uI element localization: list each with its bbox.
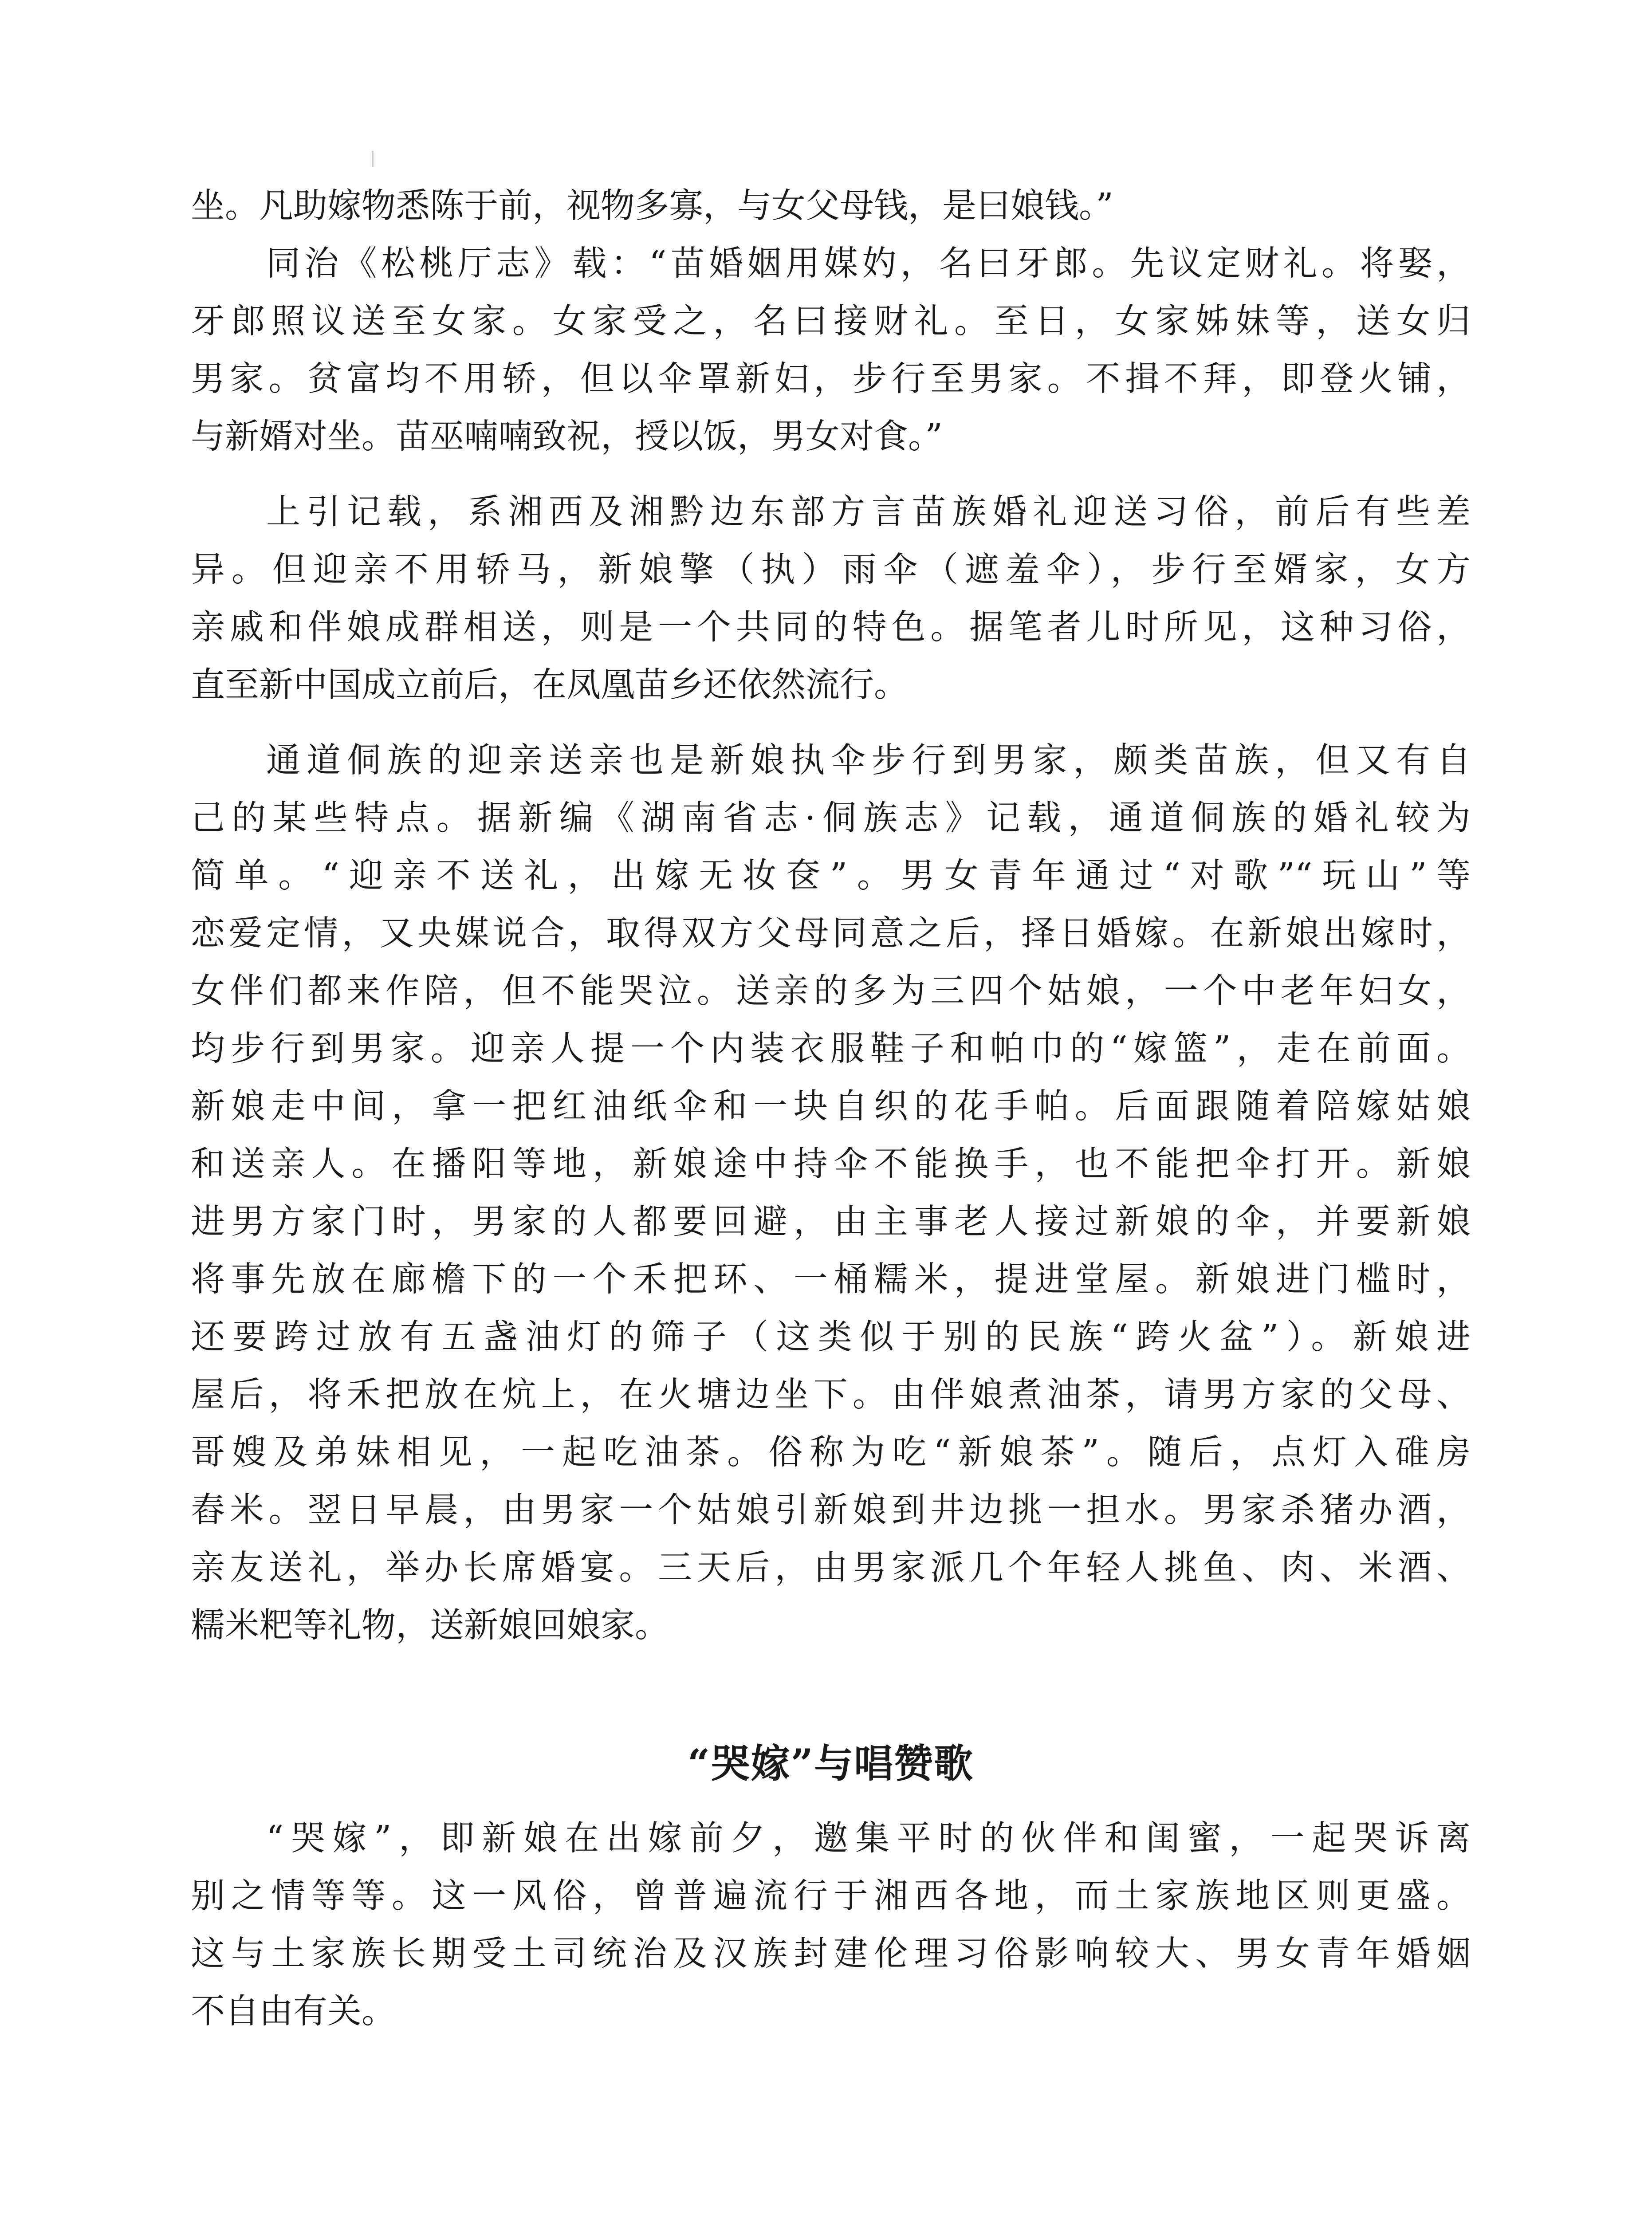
text-line: 女伴们都来作陪，但不能哭泣。送亲的多为三四个姑娘，一个中老年妇女， (191, 971, 1471, 1011)
text-line: 直至新中国成立前后，在凤凰苗乡还依然流行。 (191, 665, 908, 705)
text-line: 简单。“迎亲不送礼，出嫁无妆奁”。男女青年通过“对歌”“玩山”等 (191, 856, 1471, 896)
text-line: 均步行到男家。迎亲人提一个内装衣服鞋子和帕巾的“嫁篮”，走在前面。 (191, 1029, 1471, 1069)
section-heading: “哭嫁”与唱赞歌 (687, 1740, 974, 1786)
paragraph (191, 484, 1471, 714)
text-line: 新娘走中间，拿一把红油纸伞和一块自织的花手帕。后面跟随着陪嫁姑娘 (191, 1087, 1471, 1126)
text-line: 牙郎照议送至女家。女家受之，名曰接财礼。至日，女家姊妹等，送女归 (191, 302, 1471, 341)
paragraph (191, 732, 1471, 1655)
text-line: 还要跨过放有五盏油灯的筛子（这类似于别的民族“跨火盆”）。新娘进 (191, 1317, 1471, 1357)
text-line: 己的某些特点。据新编《湖南省志·侗族志》记载，通道侗族的婚礼较为 (191, 798, 1471, 838)
text-line: 亲友送礼，举办长席婚宴。三天后，由男家派几个年轻人挑鱼、肉、米酒、 (191, 1548, 1471, 1588)
body-text (191, 177, 1471, 2041)
text-line: 坐。凡助嫁物悉陈于前，视物多寡，与女父母钱，是曰娘钱。” (191, 186, 1113, 226)
text-line: 与新婿对坐。苗巫喃喃致祝，授以饭，男女对食。” (191, 417, 943, 456)
text-line: 别之情等等。这一风俗，曾普遍流行于湘西各地，而土家族地区则更盛。 (191, 1876, 1471, 1916)
text-line: 亲戚和伴娘成群相送，则是一个共同的特色。据笔者儿时所见，这种习俗， (191, 608, 1471, 647)
text-line: 异。但迎亲不用轿马，新娘擎（执）雨伞（遮羞伞），步行至婿家，女方 (191, 550, 1471, 590)
text-line: “哭嫁”，即新娘在出嫁前夕，邀集平时的伙伴和闺蜜，一起哭诉离 (266, 1819, 1471, 1858)
scan-mark (372, 151, 374, 167)
text-line: 不自由有关。 (191, 1992, 396, 2031)
text-line: 进男方家门时，男家的人都要回避，由主事老人接过新娘的伞，并要新娘 (191, 1202, 1471, 1242)
text-line: 屋后，将禾把放在炕上，在火塘边坐下。由伴娘煮油茶，请男方家的父母、 (191, 1375, 1471, 1415)
text-line: 同治《松桃厅志》载：“苗婚姻用媒妁，名曰牙郎。先议定财礼。将娶， (266, 244, 1471, 283)
text-line: 舂米。翌日早晨，由男家一个姑娘引新娘到井边挑一担水。男家杀猪办酒， (191, 1490, 1471, 1530)
paragraph (191, 177, 1471, 235)
text-line: 恋爱定情，又央媒说合，取得双方父母同意之后，择日婚嫁。在新娘出嫁时， (191, 914, 1471, 953)
text-line: 将事先放在廊檐下的一个禾把环、一桶糯米，提进堂屋。新娘进门槛时， (191, 1260, 1471, 1299)
text-line: 上引记载，系湘西及湘黔边东部方言苗族婚礼迎送习俗，前后有些差 (266, 492, 1471, 532)
text-line: 男家。贫富均不用轿，但以伞罩新妇，步行至男家。不揖不拜，即登火铺， (191, 359, 1471, 399)
text-line: 和送亲人。在播阳等地，新娘途中持伞不能换手，也不能把伞打开。新娘 (191, 1144, 1471, 1184)
text-line: 哥嫂及弟妹相见，一起吃油茶。俗称为吃“新娘茶”。随后，点灯入碓房 (191, 1433, 1471, 1472)
text-line: 这与土家族长期受土司统治及汉族封建伦理习俗影响较大、男女青年婚姻 (191, 1934, 1471, 1974)
text-line: 通道侗族的迎亲送亲也是新娘执伞步行到男家，颇类苗族，但又有自 (266, 741, 1471, 780)
paragraph (191, 235, 1471, 466)
text-line: 糯米粑等礼物，送新娘回娘家。 (191, 1606, 669, 1645)
paragraph (191, 1810, 1471, 2041)
